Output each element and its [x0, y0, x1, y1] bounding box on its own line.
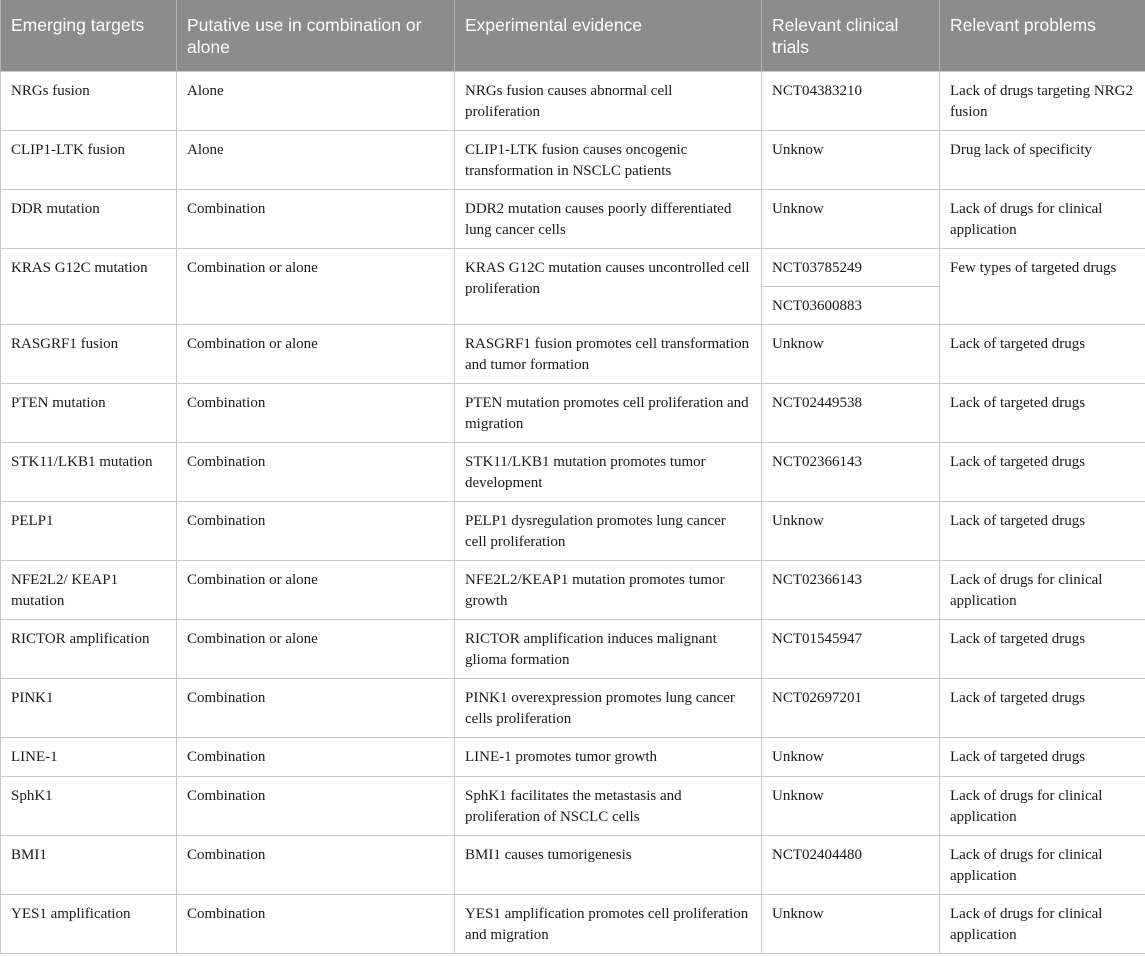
header-experimental-evidence: Experimental evidence	[455, 0, 762, 71]
evidence-cell: YES1 amplification promotes cell proliferation and migration	[455, 894, 762, 953]
use-cell: Combination	[177, 678, 455, 737]
evidence-cell: NRGs fusion causes abnormal cell proliferation	[455, 71, 762, 130]
trial-cell: NCT02697201	[762, 678, 940, 737]
use-cell: Combination or alone	[177, 324, 455, 383]
use-cell: Combination	[177, 737, 455, 776]
use-cell: Combination	[177, 894, 455, 953]
table-row	[1, 619, 1145, 678]
problem-cell: Lack of drugs targeting NRG2 fusion	[940, 71, 1145, 130]
trial-cell: Unknow	[762, 501, 940, 560]
use-cell: Combination	[177, 501, 455, 560]
trial-cell: NCT04383210	[762, 71, 940, 130]
evidence-cell: RASGRF1 fusion promotes cell transformation and tumor formation	[455, 324, 762, 383]
table-row	[1, 442, 1145, 501]
use-cell: Combination	[177, 442, 455, 501]
problem-cell: Lack of drugs for clinical application	[940, 776, 1145, 835]
trial-cell: NCT03785249	[762, 248, 940, 286]
evidence-cell: CLIP1-LTK fusion causes oncogenic transformation in NSCLC patients	[455, 130, 762, 189]
problem-cell: Lack of drugs for clinical application	[940, 560, 1145, 619]
evidence-cell: RICTOR amplification induces malignant glioma formation	[455, 619, 762, 678]
evidence-cell: NFE2L2/KEAP1 mutation promotes tumor growth	[455, 560, 762, 619]
target-cell: PTEN mutation	[1, 383, 177, 442]
use-cell: Combination or alone	[177, 560, 455, 619]
use-cell: Combination	[177, 835, 455, 894]
problem-cell: Lack of targeted drugs	[940, 324, 1145, 383]
problem-cell: Lack of drugs for clinical application	[940, 189, 1145, 248]
evidence-cell: STK11/LKB1 mutation promotes tumor development	[455, 442, 762, 501]
trial-cell: NCT02449538	[762, 383, 940, 442]
evidence-cell: SphK1 facilitates the metastasis and proliferation of NSCLC cells	[455, 776, 762, 835]
target-cell: PINK1	[1, 678, 177, 737]
evidence-cell: DDR2 mutation causes poorly differentiated lung cancer cells	[455, 189, 762, 248]
evidence-cell: PELP1 dysregulation promotes lung cancer cell proliferation	[455, 501, 762, 560]
header-putative-use: Putative use in combination or alone	[177, 0, 455, 71]
trial-cell: Unknow	[762, 324, 940, 383]
table-row	[1, 383, 1145, 442]
table-body	[1, 71, 1145, 953]
target-cell: NFE2L2/ KEAP1 mutation	[1, 560, 177, 619]
use-cell: Combination	[177, 383, 455, 442]
problem-cell: Drug lack of specificity	[940, 130, 1145, 189]
problem-cell: Lack of targeted drugs	[940, 383, 1145, 442]
header-row	[1, 0, 1145, 71]
header-relevant-problems: Relevant problems	[940, 0, 1145, 71]
problem-cell: Few types of targeted drugs	[940, 248, 1145, 324]
use-cell: Combination or alone	[177, 619, 455, 678]
use-cell: Combination	[177, 776, 455, 835]
table-row	[1, 776, 1145, 835]
target-cell: SphK1	[1, 776, 177, 835]
target-cell: BMI1	[1, 835, 177, 894]
trial-cell: Unknow	[762, 189, 940, 248]
target-cell: DDR mutation	[1, 189, 177, 248]
problem-cell: Lack of targeted drugs	[940, 737, 1145, 776]
evidence-cell: KRAS G12C mutation causes uncontrolled cell proliferation	[455, 248, 762, 324]
trial-cell: NCT02366143	[762, 442, 940, 501]
evidence-cell: LINE-1 promotes tumor growth	[455, 737, 762, 776]
target-cell: KRAS G12C mutation	[1, 248, 177, 324]
use-cell: Combination	[177, 189, 455, 248]
evidence-cell: BMI1 causes tumorigenesis	[455, 835, 762, 894]
trial-cell: NCT03600883	[762, 286, 940, 324]
table-row	[1, 324, 1145, 383]
problem-cell: Lack of drugs for clinical application	[940, 894, 1145, 953]
trial-cell: NCT01545947	[762, 619, 940, 678]
use-cell: Combination or alone	[177, 248, 455, 324]
target-cell: YES1 amplification	[1, 894, 177, 953]
trial-cell: Unknow	[762, 737, 940, 776]
evidence-cell: PTEN mutation promotes cell proliferation and migration	[455, 383, 762, 442]
table-row	[1, 501, 1145, 560]
table-header	[1, 0, 1145, 71]
table-row	[1, 678, 1145, 737]
problem-cell: Lack of targeted drugs	[940, 619, 1145, 678]
table-row	[1, 835, 1145, 894]
target-cell: PELP1	[1, 501, 177, 560]
table-row	[1, 130, 1145, 189]
target-cell: RICTOR amplification	[1, 619, 177, 678]
target-cell: CLIP1-LTK fusion	[1, 130, 177, 189]
problem-cell: Lack of drugs for clinical application	[940, 835, 1145, 894]
target-cell: RASGRF1 fusion	[1, 324, 177, 383]
problem-cell: Lack of targeted drugs	[940, 678, 1145, 737]
header-emerging-targets: Emerging targets	[1, 0, 177, 71]
header-clinical-trials: Relevant clinical trials	[762, 0, 940, 71]
trial-cell: Unknow	[762, 894, 940, 953]
table-row	[1, 894, 1145, 953]
target-cell: STK11/LKB1 mutation	[1, 442, 177, 501]
table-row	[1, 560, 1145, 619]
trial-cell: NCT02366143	[762, 560, 940, 619]
use-cell: Alone	[177, 71, 455, 130]
table-row	[1, 71, 1145, 130]
target-cell: LINE-1	[1, 737, 177, 776]
use-cell: Alone	[177, 130, 455, 189]
table-row	[1, 248, 1145, 286]
table-row	[1, 189, 1145, 248]
problem-cell: Lack of targeted drugs	[940, 501, 1145, 560]
table-row	[1, 737, 1145, 776]
target-cell: NRGs fusion	[1, 71, 177, 130]
trial-cell: NCT02404480	[762, 835, 940, 894]
evidence-cell: PINK1 overexpression promotes lung cancer cells proliferation	[455, 678, 762, 737]
problem-cell: Lack of targeted drugs	[940, 442, 1145, 501]
trial-cell: Unknow	[762, 130, 940, 189]
trial-cell: Unknow	[762, 776, 940, 835]
